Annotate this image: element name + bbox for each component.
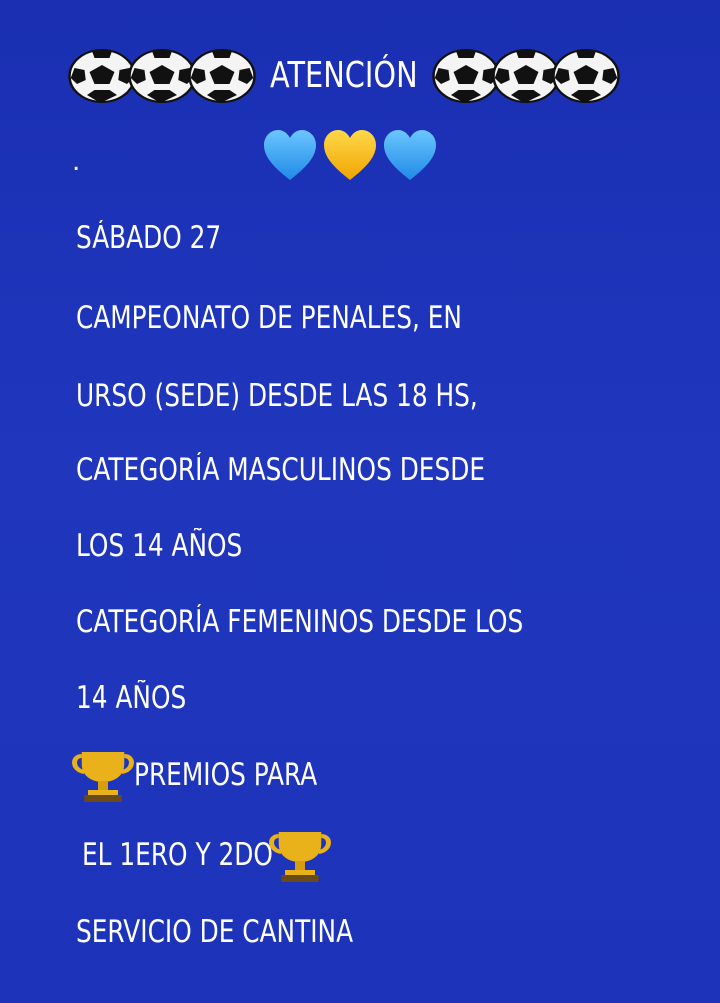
event-line-1: CAMPEONATO DE PENALES, EN [76,300,462,336]
post-title: ATENCIÓN [269,55,418,96]
title-line [74,48,618,104]
soccer-ball-icon [187,48,257,104]
date-line: SÁBADO 27 [76,220,222,256]
hearts-row [262,128,442,190]
dot-mark: . [72,147,81,177]
category-female-line-1: CATEGORÍA FEMENINOS DESDE LOS [76,604,524,640]
trophy-icon [69,746,137,804]
category-male-line-2: LOS 14 AÑOS [76,528,243,564]
trophy-icon [266,826,334,884]
right-balls [438,48,618,104]
prizes-text-2: EL 1ERO Y 2DO [82,837,273,873]
prizes-line-1 [76,746,363,804]
category-male-line-1: CATEGORÍA MASCULINOS DESDE [76,452,485,488]
service-line: SERVICIO DE CANTINA [76,914,354,950]
yellow-heart-icon [322,128,378,184]
soccer-ball-icon [551,48,621,104]
blue-heart-icon [262,128,318,184]
left-balls [74,48,254,104]
prizes-line-2 [82,826,327,884]
category-female-line-2: 14 AÑOS [76,680,187,716]
event-line-2: URSO (SEDE) DESDE LAS 18 HS, [76,378,478,414]
prizes-text-1: PREMIOS PARA [134,757,318,793]
blue-heart-icon [382,128,438,184]
